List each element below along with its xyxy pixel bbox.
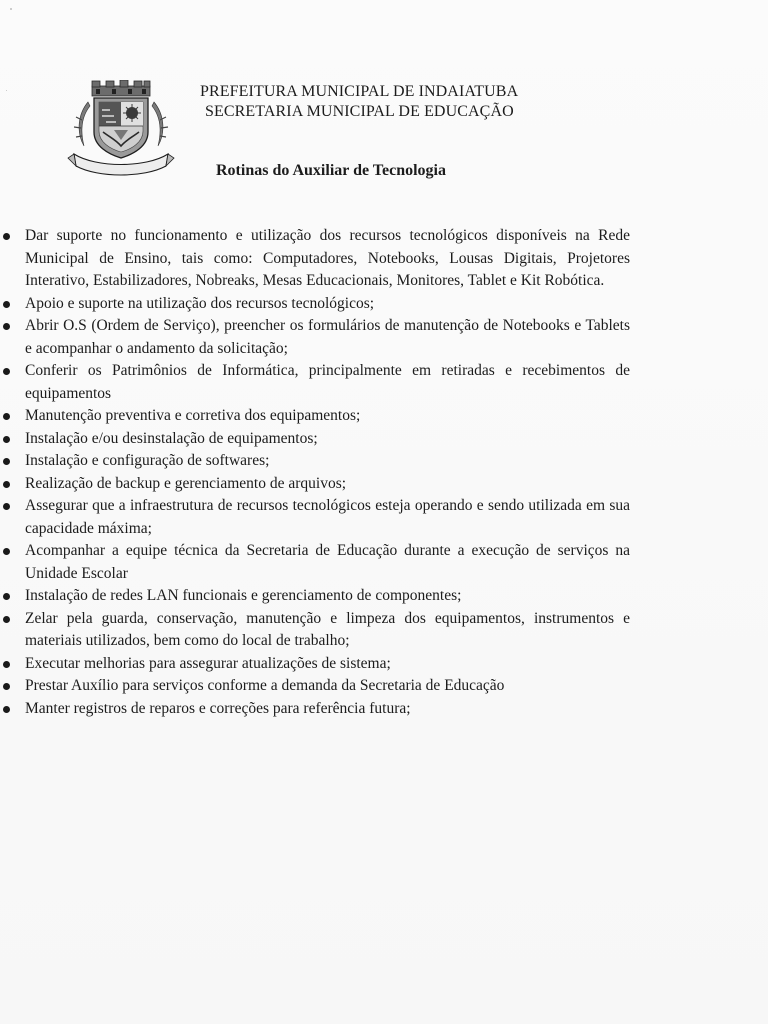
list-item-text: Instalação e configuração de softwares; (25, 452, 270, 469)
bullet-icon (3, 413, 10, 420)
list-item (0, 473, 630, 496)
bullet-icon (3, 233, 10, 240)
header-prefeitura: PREFEITURA MUNICIPAL DE INDAIATUBA (200, 83, 519, 100)
scan-speck (6, 90, 7, 91)
list-item (0, 450, 630, 473)
list-item-text: Prestar Auxílio para serviços conforme a demanda da Secretaria de Educação (25, 677, 505, 694)
municipal-seal (66, 80, 176, 176)
list-item (0, 698, 630, 721)
list-item-text: Dar suporte no funcionamento e utilização dos recursos tecnológicos disponíveis na Rede Municipal de Ensino, tais como: Computadores, Notebooks, Lousas Digitais, Projetores Interativo, Estabilizadores, Nobreaks, Mesas Educacionais, Monitores, Tablet e Kit Robótica. (25, 227, 630, 289)
bullet-icon (3, 323, 10, 330)
list-item (0, 495, 630, 540)
scan-speck (10, 8, 12, 10)
bullet-icon (3, 706, 10, 713)
bullet-icon (3, 503, 10, 510)
list-item-text: Realização de backup e gerenciamento de arquivos; (25, 474, 347, 492)
bullet-icon (3, 616, 10, 623)
bullet-icon (3, 368, 10, 375)
list-item (0, 225, 630, 293)
bullet-icon (3, 436, 10, 443)
bullet-icon (3, 683, 10, 690)
list-item-text: Zelar pela guarda, conservação, manutenção e limpeza dos equipamentos, instrumentos e materiais utilizados, bem como do local de trabalho; (25, 609, 630, 649)
bullet-icon (3, 548, 10, 555)
list-item (0, 428, 630, 451)
list-item (0, 653, 630, 676)
list-item (0, 405, 630, 428)
list-item-text: Manter registros de reparos e correções para referência futura; (25, 699, 411, 717)
list-item-text: Instalação de redes LAN funcionais e gerenciamento de componentes; (25, 587, 462, 604)
list-item (0, 675, 630, 698)
list-item (0, 540, 630, 585)
bullet-icon (3, 301, 10, 308)
list-item-text: Instalação e/ou desinstalação de equipamentos; (25, 429, 318, 447)
list-item-text: Manutenção preventiva e corretiva dos equipamentos; (25, 407, 361, 424)
list-item-text: Assegurar que a infraestrutura de recursos tecnológicos esteja operando e sendo utilizada em sua capacidade máxima; (25, 497, 630, 537)
bullet-icon (3, 661, 10, 668)
bullet-icon (3, 481, 10, 488)
list-item (0, 293, 630, 316)
bullet-icon (3, 458, 10, 465)
list-item (0, 315, 630, 360)
list-item-text: Acompanhar a equipe técnica da Secretaria de Educação durante a execução de serviços na Unidade Escolar (25, 542, 630, 582)
bullet-icon (3, 593, 10, 600)
list-item-text: Abrir O.S (Ordem de Serviço), preencher os formulários de manutenção de Notebooks e Tablets e acompanhar o andamento da solicitação; (25, 317, 630, 357)
list-item-text: Executar melhorias para assegurar atualizações de sistema; (25, 654, 391, 672)
document-title: Rotinas do Auxiliar de Tecnologia (216, 162, 446, 179)
list-item (0, 360, 630, 405)
routine-list (0, 225, 768, 720)
list-item (0, 585, 630, 608)
header-secretaria: SECRETARIA MUNICIPAL DE EDUCAÇÃO (205, 103, 514, 120)
list-item (0, 608, 630, 653)
list-item-text: Conferir os Patrimônios de Informática, principalmente em retiradas e recebimentos de equipamentos (25, 362, 630, 402)
list-item-text: Apoio e suporte na utilização dos recursos tecnológicos; (25, 294, 375, 312)
